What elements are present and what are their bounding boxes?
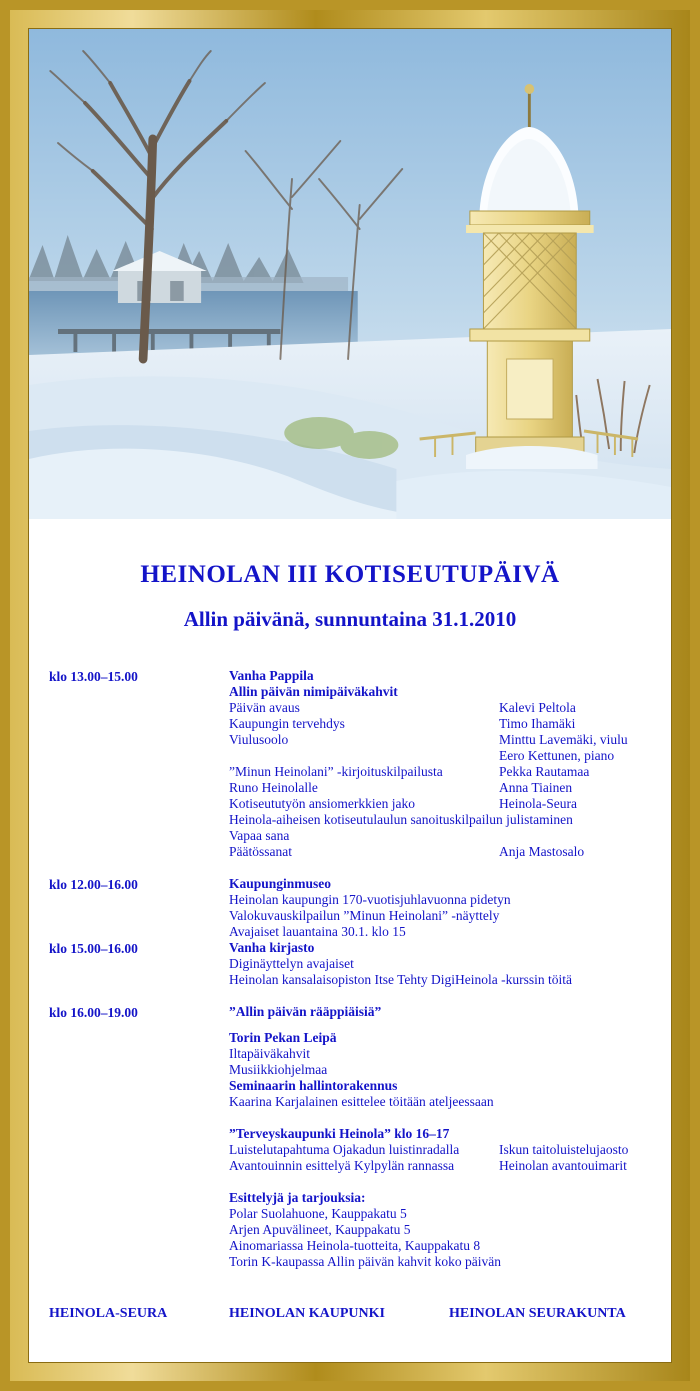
poster-content	[29, 561, 671, 1270]
schedule-row	[229, 956, 669, 972]
schedule-row	[229, 844, 657, 860]
schedule-row-left: Kaupunginmuseo	[229, 876, 332, 891]
spacer	[229, 1110, 669, 1126]
schedule-row	[229, 716, 657, 732]
schedule-row-left: ”Minun Heinolani” -kirjoituskilpailusta	[229, 764, 443, 779]
schedule-row-left: Ainomariassa Heinola-tuotteita, Kauppakatu 8	[229, 1238, 481, 1253]
spacer	[229, 1020, 669, 1030]
schedule-list	[29, 668, 671, 1270]
schedule-row-right: Heinolan avantouimarit	[499, 1158, 627, 1173]
schedule-row	[229, 1206, 669, 1222]
schedule-row	[229, 892, 657, 908]
schedule-row	[229, 972, 669, 988]
schedule-row	[229, 908, 657, 924]
schedule-time: klo 12.00–16.00	[49, 877, 138, 892]
schedule-time: klo 15.00–16.00	[49, 941, 138, 956]
schedule-row-left: Seminaarin hallintorakennus	[229, 1078, 398, 1093]
schedule-row-left: Polar Suolahuone, Kauppakatu 5	[229, 1206, 407, 1221]
schedule-row	[229, 1062, 669, 1078]
schedule-row	[229, 812, 657, 828]
schedule-row-left: Runo Heinolalle	[229, 780, 318, 795]
page-title: HEINOLAN III KOTISEUTUPÄIVÄ	[140, 561, 560, 588]
footer-org-heinolan-seurakunta: HEINOLAN SEURAKUNTA	[449, 1306, 626, 1321]
schedule-row	[229, 732, 657, 748]
footer-org-heinolan-kaupunki: HEINOLAN KAUPUNKI	[229, 1306, 385, 1321]
schedule-row-left: Päivän avaus	[229, 700, 300, 715]
schedule-row	[229, 668, 657, 684]
schedule-row-left: Kaupungin tervehdys	[229, 716, 345, 731]
schedule-block	[49, 668, 657, 860]
schedule-time: klo 16.00–19.00	[49, 1005, 138, 1020]
schedule-block	[49, 940, 657, 988]
schedule-row	[229, 684, 657, 700]
schedule-row	[229, 1254, 669, 1270]
schedule-row-left: Allin päivän nimipäiväkahvit	[229, 684, 398, 699]
schedule-row-left: Heinola-aiheisen kotiseutulaulun sanoituskilpailun julistaminen	[229, 812, 573, 827]
schedule-row-left: Vanha Pappila	[229, 668, 314, 683]
schedule-row-left: Arjen Apuvälineet, Kauppakatu 5	[229, 1222, 411, 1237]
schedule-row	[229, 924, 657, 940]
schedule-row	[229, 1078, 669, 1094]
schedule-row-left: Avajaiset lauantaina 30.1. klo 15	[229, 924, 406, 939]
schedule-row-left: Heinolan kansalaisopiston Itse Tehty DigiHeinola -kurssin töitä	[229, 972, 572, 987]
schedule-row-left: Kaarina Karjalainen esittelee töitään ateljeessaan	[229, 1094, 494, 1109]
schedule-row-right	[499, 828, 657, 844]
schedule-row-left: Kotiseututyön ansiomerkkien jako	[229, 796, 415, 811]
schedule-row-right: Minttu Lavemäki, viulu	[499, 732, 628, 747]
schedule-body	[229, 1004, 669, 1270]
schedule-time: klo 13.00–15.00	[49, 669, 138, 684]
schedule-row-right: Timo Ihamäki	[499, 716, 576, 731]
schedule-row-left: Päätössanat	[229, 844, 292, 859]
schedule-body	[229, 940, 669, 988]
spacer	[49, 860, 657, 876]
schedule-body	[229, 668, 657, 860]
schedule-row-right: Kalevi Peltola	[499, 700, 576, 715]
schedule-row-right: Pekka Rautamaa	[499, 764, 590, 779]
schedule-row-left: Avantouinnin esittelyä Kylpylän rannassa	[229, 1158, 455, 1173]
schedule-row	[229, 1142, 669, 1158]
schedule-row-right	[499, 668, 657, 684]
schedule-row	[229, 828, 657, 844]
schedule-row-right: Eero Kettunen, piano	[499, 748, 615, 763]
schedule-row-left: Torin Pekan Leipä	[229, 1030, 337, 1045]
schedule-row-right: Anna Tiainen	[499, 780, 573, 795]
spacer	[229, 1174, 669, 1190]
schedule-row	[229, 764, 657, 780]
schedule-block	[49, 876, 657, 940]
schedule-row-left: Esittelyjä ja tarjouksia:	[229, 1190, 366, 1205]
schedule-row-left: Heinolan kaupungin 170-vuotisjuhlavuonna pidetyn	[229, 892, 511, 907]
schedule-row-left: Vapaa sana	[229, 828, 290, 843]
schedule-row	[229, 1158, 669, 1174]
schedule-body	[229, 876, 657, 940]
schedule-row	[229, 748, 657, 764]
footer-organizations	[29, 1306, 671, 1322]
schedule-row-left: Luistelutapahtuma Ojakadun luistinradalla	[229, 1142, 460, 1157]
schedule-row-left: Viulusoolo	[229, 732, 289, 747]
schedule-row	[229, 1046, 669, 1062]
schedule-row	[229, 876, 657, 892]
page-subtitle: Allin päivänä, sunnuntaina 31.1.2010	[183, 607, 517, 631]
schedule-row	[229, 1126, 669, 1142]
schedule-row-left: Musiikkiohjelmaa	[229, 1062, 328, 1077]
schedule-row	[229, 1030, 669, 1046]
schedule-row	[229, 1238, 669, 1254]
schedule-row-right	[499, 684, 657, 700]
schedule-row	[229, 1190, 669, 1206]
spacer	[49, 988, 657, 1004]
winter-lakeside-photo	[29, 29, 671, 519]
schedule-row-left: Torin K-kaupassa Allin päivän kahvit koko päivän	[229, 1254, 501, 1269]
schedule-row-left: Diginäyttelyn avajaiset	[229, 956, 354, 971]
schedule-row-left: ”Allin päivän rääppiäisiä”	[229, 1004, 382, 1019]
schedule-row	[229, 796, 657, 812]
schedule-row	[229, 1004, 669, 1020]
schedule-row-left: Iltapäiväkahvit	[229, 1046, 310, 1061]
schedule-row	[229, 1222, 669, 1238]
schedule-row-right: Anja Mastosalo	[499, 844, 585, 859]
schedule-row-left	[229, 748, 499, 764]
photo-illustration	[29, 29, 671, 519]
schedule-row	[229, 940, 669, 956]
poster-inner	[28, 28, 672, 1363]
schedule-row-left: ”Terveyskaupunki Heinola” klo 16–17	[229, 1126, 450, 1141]
schedule-row	[229, 700, 657, 716]
schedule-block	[49, 1004, 657, 1270]
schedule-row	[229, 780, 657, 796]
schedule-row-left: Vanha kirjasto	[229, 940, 315, 955]
schedule-row-right	[649, 812, 657, 828]
footer-org-heinola-seura: HEINOLA-SEURA	[49, 1306, 168, 1321]
schedule-row-right: Iskun taitoluistelujaosto	[499, 1142, 629, 1157]
schedule-row-right: Heinola-Seura	[499, 796, 577, 811]
schedule-row	[229, 1094, 669, 1110]
schedule-row-left: Valokuvauskilpailun ”Minun Heinolani” -näyttely	[229, 908, 500, 923]
